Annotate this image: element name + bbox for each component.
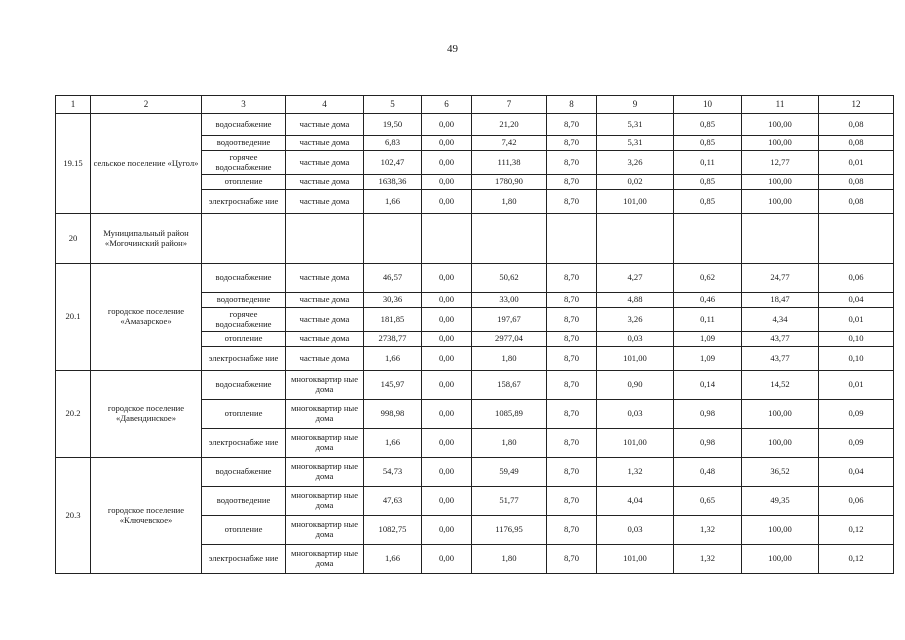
value-cell: 101,00 xyxy=(597,429,674,458)
service-type: водоснабжение xyxy=(202,114,286,136)
value-cell: 49,35 xyxy=(742,487,819,516)
group-id: 20.3 xyxy=(56,458,91,574)
value-cell: 8,70 xyxy=(547,347,597,371)
service-type: водоотведение xyxy=(202,136,286,151)
value-cell: 0,90 xyxy=(597,371,674,400)
housing-type: частные дома xyxy=(286,136,364,151)
group-id: 20 xyxy=(56,214,91,264)
value-cell: 0,04 xyxy=(819,293,894,308)
value-cell: 50,62 xyxy=(472,264,547,293)
value-cell: 0,00 xyxy=(422,175,472,190)
value-cell: 59,49 xyxy=(472,458,547,487)
value-cell: 33,00 xyxy=(472,293,547,308)
housing-type: частные дома xyxy=(286,332,364,347)
service-type: водоснабжение xyxy=(202,371,286,400)
value-cell: 0,00 xyxy=(422,371,472,400)
column-header: 1 xyxy=(56,96,91,114)
value-cell: 0,85 xyxy=(674,114,742,136)
value-cell: 0,09 xyxy=(819,400,894,429)
value-cell: 8,70 xyxy=(547,371,597,400)
column-header: 7 xyxy=(472,96,547,114)
value-cell: 111,38 xyxy=(472,151,547,175)
column-header: 6 xyxy=(422,96,472,114)
value-cell: 6,83 xyxy=(364,136,422,151)
value-cell: 101,00 xyxy=(597,545,674,574)
value-cell: 47,63 xyxy=(364,487,422,516)
service-type: отопление xyxy=(202,332,286,347)
value-cell: 3,26 xyxy=(597,308,674,332)
value-cell: 100,00 xyxy=(742,516,819,545)
value-cell: 0,11 xyxy=(674,308,742,332)
value-cell: 0,65 xyxy=(674,487,742,516)
value-cell: 0,00 xyxy=(422,308,472,332)
column-header: 4 xyxy=(286,96,364,114)
value-cell: 2977,04 xyxy=(472,332,547,347)
value-cell: 100,00 xyxy=(742,545,819,574)
value-cell: 0,00 xyxy=(422,136,472,151)
empty-cell xyxy=(597,214,674,264)
empty-cell xyxy=(364,214,422,264)
table-row xyxy=(56,114,894,136)
empty-cell xyxy=(422,214,472,264)
value-cell: 0,46 xyxy=(674,293,742,308)
housing-type: частные дома xyxy=(286,347,364,371)
column-header: 2 xyxy=(91,96,202,114)
value-cell: 0,08 xyxy=(819,190,894,214)
value-cell: 5,31 xyxy=(597,114,674,136)
empty-cell xyxy=(547,214,597,264)
value-cell: 1,32 xyxy=(674,516,742,545)
value-cell: 0,85 xyxy=(674,136,742,151)
housing-type: многоквартир ные дома xyxy=(286,516,364,545)
value-cell: 1,09 xyxy=(674,332,742,347)
value-cell: 8,70 xyxy=(547,293,597,308)
service-type: горячее водоснабжение xyxy=(202,151,286,175)
value-cell: 145,97 xyxy=(364,371,422,400)
group-name: городское поселение «Амазарское» xyxy=(91,264,202,371)
value-cell: 24,77 xyxy=(742,264,819,293)
value-cell: 0,01 xyxy=(819,151,894,175)
service-type: электроснабже ние xyxy=(202,347,286,371)
service-type: отопление xyxy=(202,516,286,545)
value-cell: 1,80 xyxy=(472,190,547,214)
value-cell: 1,66 xyxy=(364,347,422,371)
value-cell: 181,85 xyxy=(364,308,422,332)
value-cell: 1,32 xyxy=(597,458,674,487)
value-cell: 8,70 xyxy=(547,190,597,214)
value-cell: 1,80 xyxy=(472,545,547,574)
value-cell: 0,01 xyxy=(819,371,894,400)
value-cell: 1085,89 xyxy=(472,400,547,429)
value-cell: 43,77 xyxy=(742,332,819,347)
value-cell: 0,00 xyxy=(422,190,472,214)
value-cell: 30,36 xyxy=(364,293,422,308)
value-cell: 0,12 xyxy=(819,516,894,545)
housing-type: многоквартир ные дома xyxy=(286,458,364,487)
value-cell: 101,00 xyxy=(597,347,674,371)
column-header: 10 xyxy=(674,96,742,114)
value-cell: 1,66 xyxy=(364,429,422,458)
value-cell: 1638,36 xyxy=(364,175,422,190)
service-type: водоснабжение xyxy=(202,264,286,293)
service-type: электроснабже ние xyxy=(202,545,286,574)
value-cell: 0,02 xyxy=(597,175,674,190)
service-type: отопление xyxy=(202,400,286,429)
value-cell: 18,47 xyxy=(742,293,819,308)
group-id: 20.1 xyxy=(56,264,91,371)
table-row xyxy=(56,264,894,293)
value-cell: 0,00 xyxy=(422,347,472,371)
value-cell: 54,73 xyxy=(364,458,422,487)
housing-type: многоквартир ные дома xyxy=(286,400,364,429)
empty-cell xyxy=(286,214,364,264)
value-cell: 0,00 xyxy=(422,332,472,347)
value-cell: 1,66 xyxy=(364,545,422,574)
group-id: 20.2 xyxy=(56,371,91,458)
value-cell: 0,04 xyxy=(819,458,894,487)
value-cell: 5,31 xyxy=(597,136,674,151)
value-cell: 100,00 xyxy=(742,429,819,458)
value-cell: 0,03 xyxy=(597,332,674,347)
empty-cell xyxy=(202,214,286,264)
empty-cell xyxy=(472,214,547,264)
value-cell: 0,62 xyxy=(674,264,742,293)
value-cell: 0,85 xyxy=(674,190,742,214)
service-type: электроснабже ние xyxy=(202,429,286,458)
value-cell: 19,50 xyxy=(364,114,422,136)
housing-type: многоквартир ные дома xyxy=(286,371,364,400)
value-cell: 46,57 xyxy=(364,264,422,293)
value-cell: 0,85 xyxy=(674,175,742,190)
table-row xyxy=(56,458,894,487)
value-cell: 0,11 xyxy=(674,151,742,175)
column-header: 9 xyxy=(597,96,674,114)
value-cell: 12,77 xyxy=(742,151,819,175)
value-cell: 4,04 xyxy=(597,487,674,516)
service-type: отопление xyxy=(202,175,286,190)
value-cell: 0,09 xyxy=(819,429,894,458)
value-cell: 1,80 xyxy=(472,347,547,371)
value-cell: 0,00 xyxy=(422,114,472,136)
value-cell: 43,77 xyxy=(742,347,819,371)
value-cell: 0,10 xyxy=(819,332,894,347)
value-cell: 0,00 xyxy=(422,151,472,175)
value-cell: 0,00 xyxy=(422,458,472,487)
value-cell: 1082,75 xyxy=(364,516,422,545)
group-name: сельское поселение «Цугол» xyxy=(91,114,202,214)
value-cell: 8,70 xyxy=(547,545,597,574)
value-cell: 100,00 xyxy=(742,175,819,190)
group-name: городское поселение «Давендинское» xyxy=(91,371,202,458)
value-cell: 8,70 xyxy=(547,175,597,190)
value-cell: 36,52 xyxy=(742,458,819,487)
column-header: 12 xyxy=(819,96,894,114)
value-cell: 3,26 xyxy=(597,151,674,175)
empty-cell xyxy=(819,214,894,264)
value-cell: 0,06 xyxy=(819,264,894,293)
value-cell: 197,67 xyxy=(472,308,547,332)
column-header: 3 xyxy=(202,96,286,114)
value-cell: 8,70 xyxy=(547,114,597,136)
value-cell: 0,08 xyxy=(819,114,894,136)
service-type: горячее водоснабжение xyxy=(202,308,286,332)
value-cell: 8,70 xyxy=(547,264,597,293)
value-cell: 0,08 xyxy=(819,175,894,190)
value-cell: 0,01 xyxy=(819,308,894,332)
value-cell: 0,08 xyxy=(819,136,894,151)
group-name: городское поселение «Ключевское» xyxy=(91,458,202,574)
housing-type: многоквартир ные дома xyxy=(286,429,364,458)
housing-type: многоквартир ные дома xyxy=(286,545,364,574)
housing-type: частные дома xyxy=(286,151,364,175)
housing-type: частные дома xyxy=(286,114,364,136)
value-cell: 4,27 xyxy=(597,264,674,293)
value-cell: 8,70 xyxy=(547,516,597,545)
housing-type: частные дома xyxy=(286,175,364,190)
value-cell: 0,14 xyxy=(674,371,742,400)
value-cell: 0,00 xyxy=(422,545,472,574)
housing-type: частные дома xyxy=(286,190,364,214)
value-cell: 100,00 xyxy=(742,400,819,429)
service-type: водоотведение xyxy=(202,487,286,516)
value-cell: 0,10 xyxy=(819,347,894,371)
value-cell: 8,70 xyxy=(547,308,597,332)
housing-type: многоквартир ные дома xyxy=(286,487,364,516)
value-cell: 8,70 xyxy=(547,487,597,516)
value-cell: 1780,90 xyxy=(472,175,547,190)
value-cell: 4,88 xyxy=(597,293,674,308)
value-cell: 0,12 xyxy=(819,545,894,574)
table-row xyxy=(56,371,894,400)
value-cell: 0,00 xyxy=(422,293,472,308)
value-cell: 1,09 xyxy=(674,347,742,371)
value-cell: 14,52 xyxy=(742,371,819,400)
empty-cell xyxy=(674,214,742,264)
empty-cell xyxy=(742,214,819,264)
value-cell: 0,00 xyxy=(422,516,472,545)
value-cell: 0,98 xyxy=(674,400,742,429)
service-type: водоснабжение xyxy=(202,458,286,487)
value-cell: 0,00 xyxy=(422,400,472,429)
value-cell: 8,70 xyxy=(547,151,597,175)
value-cell: 0,48 xyxy=(674,458,742,487)
value-cell: 51,77 xyxy=(472,487,547,516)
value-cell: 100,00 xyxy=(742,136,819,151)
housing-type: частные дома xyxy=(286,264,364,293)
value-cell: 8,70 xyxy=(547,429,597,458)
value-cell: 158,67 xyxy=(472,371,547,400)
value-cell: 1,80 xyxy=(472,429,547,458)
value-cell: 8,70 xyxy=(547,458,597,487)
value-cell: 0,00 xyxy=(422,487,472,516)
header-row xyxy=(56,96,894,114)
value-cell: 0,06 xyxy=(819,487,894,516)
value-cell: 0,00 xyxy=(422,264,472,293)
value-cell: 1176,95 xyxy=(472,516,547,545)
tariff-table xyxy=(55,95,894,574)
value-cell: 0,00 xyxy=(422,429,472,458)
service-type: водоотведение xyxy=(202,293,286,308)
value-cell: 100,00 xyxy=(742,190,819,214)
housing-type: частные дома xyxy=(286,293,364,308)
value-cell: 4,34 xyxy=(742,308,819,332)
column-header: 8 xyxy=(547,96,597,114)
value-cell: 1,32 xyxy=(674,545,742,574)
group-name: Муниципальный район «Могочинский район» xyxy=(91,214,202,264)
page-number: 49 xyxy=(447,43,458,55)
value-cell: 102,47 xyxy=(364,151,422,175)
value-cell: 8,70 xyxy=(547,332,597,347)
column-header: 11 xyxy=(742,96,819,114)
value-cell: 0,03 xyxy=(597,516,674,545)
value-cell: 21,20 xyxy=(472,114,547,136)
value-cell: 8,70 xyxy=(547,136,597,151)
service-type: электроснабже ние xyxy=(202,190,286,214)
value-cell: 2738,77 xyxy=(364,332,422,347)
value-cell: 101,00 xyxy=(597,190,674,214)
value-cell: 8,70 xyxy=(547,400,597,429)
table-row xyxy=(56,214,894,264)
value-cell: 7,42 xyxy=(472,136,547,151)
value-cell: 998,98 xyxy=(364,400,422,429)
value-cell: 0,03 xyxy=(597,400,674,429)
value-cell: 1,66 xyxy=(364,190,422,214)
value-cell: 0,98 xyxy=(674,429,742,458)
housing-type: частные дома xyxy=(286,308,364,332)
group-id: 19.15 xyxy=(56,114,91,214)
value-cell: 100,00 xyxy=(742,114,819,136)
column-header: 5 xyxy=(364,96,422,114)
